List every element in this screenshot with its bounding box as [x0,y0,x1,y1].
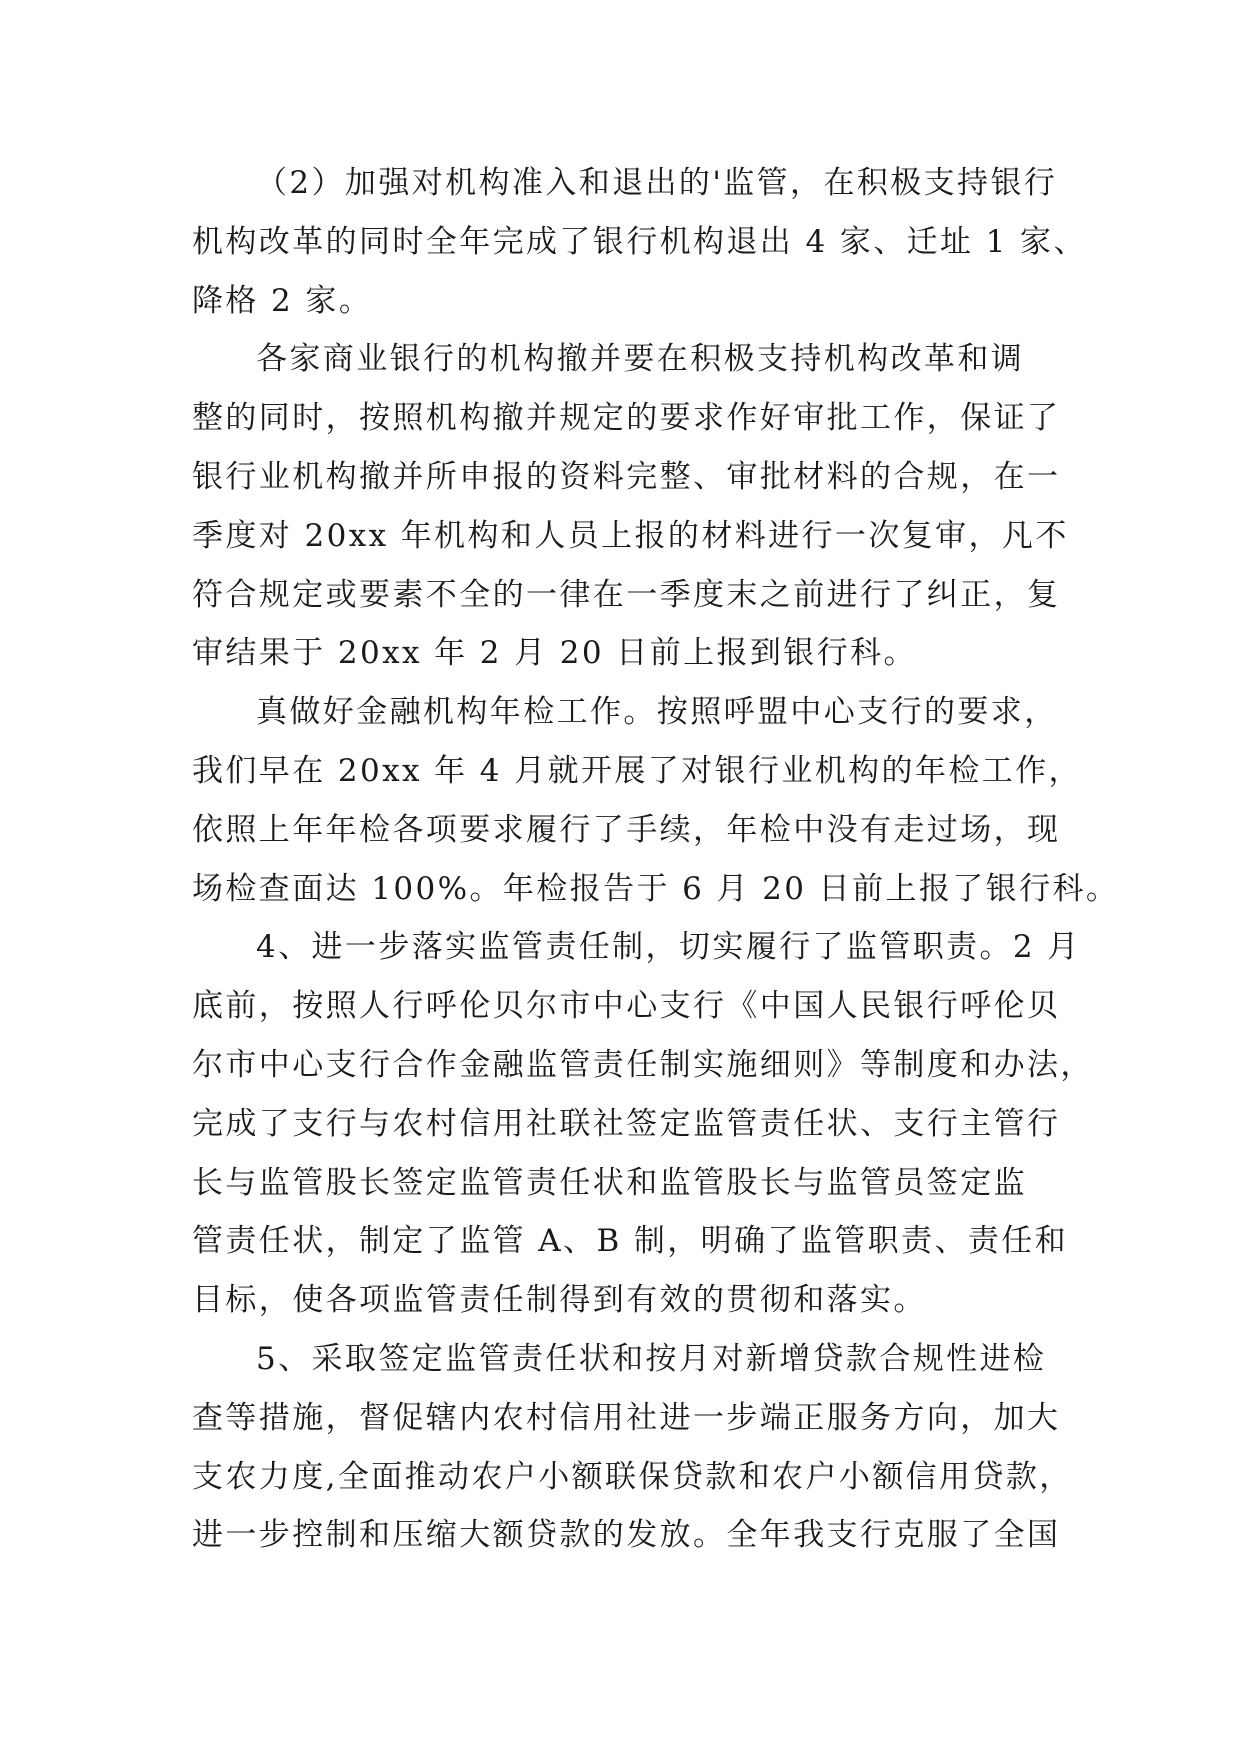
text-line: （2）加强对机构准入和退出的'监管，在积极支持银行 [256,165,1058,201]
text-line: 真做好金融机构年检工作。按照呼盟中心支行的要求， [256,694,1058,731]
text-line: 5、采取签定监管责任状和按月对新增贷款合规性进检 [256,1340,1047,1377]
text-line: 降格 2 家。 [192,282,373,319]
text-line: 支农力度,全面推动农户小额联保贷款和农户小额信用贷款， [192,1458,1073,1495]
text-line: 目标，使各项监管责任制得到有效的贯彻和落实。 [192,1282,927,1319]
text-line: 符合规定或要素不全的一律在一季度末之前进行了纠正，复 [192,576,1061,613]
paragraph-5 [192,1330,1072,1565]
text-line: 底前，按照人行呼伦贝尔市中心支行《中国人民银行呼伦贝 [192,988,1061,1025]
text-line: 银行业机构撤并所申报的资料完整、审批材料的合规，在一 [192,458,1061,495]
text-line: 长与监管股长签定监管责任状和监管股长与监管员签定监 [192,1164,1027,1201]
text-line: 进一步控制和压缩大额贷款的发放。全年我支行克服了全国 [192,1517,1061,1554]
text-line: 整的同时，按照机构撤并规定的要求作好审批工作，保证了 [192,400,1061,437]
paragraph-3 [192,683,1120,918]
text-line: 我们早在 20xx 年 4 月就开展了对银行业机构的年检工作， [192,752,1082,789]
text-line: 依照上年年检各项要求履行了手续，年检中没有走过场，现 [192,811,1061,848]
text-line: 审结果于 20xx 年 2 月 20 日前上报到银行科。 [192,635,917,672]
text-line: 季度对 20xx 年机构和人员上报的材料进行一次复审，凡不 [192,517,1069,554]
text-line: 查等措施，督促辖内农村信用社进一步端正服务方向，加大 [192,1399,1061,1436]
paragraph-2 [192,330,1072,683]
text-line: 场检查面达 100%。年检报告于 6 月 20 日前上报了银行科。 [192,870,1120,907]
document-body [192,154,1120,1565]
paragraph-4 [192,918,1094,1330]
text-line: 机构改革的同时全年完成了银行机构退出 4 家、迁址 1 家、 [192,223,1087,260]
text-line: 尔市中心支行合作金融监管责任制实施细则》等制度和办法， [192,1046,1094,1083]
text-line: 4、进一步落实监管责任制，切实履行了监管职责。2 月 [256,929,1081,966]
text-line: 管责任状，制定了监管 A、B 制，明确了监管职责、责任和 [192,1223,1069,1260]
text-line: 完成了支行与农村信用社联社签定监管责任状、支行主管行 [192,1105,1061,1142]
paragraph-1 [192,154,1087,330]
text-line: 各家商业银行的机构撤并要在积极支持机构改革和调 [256,341,1025,378]
